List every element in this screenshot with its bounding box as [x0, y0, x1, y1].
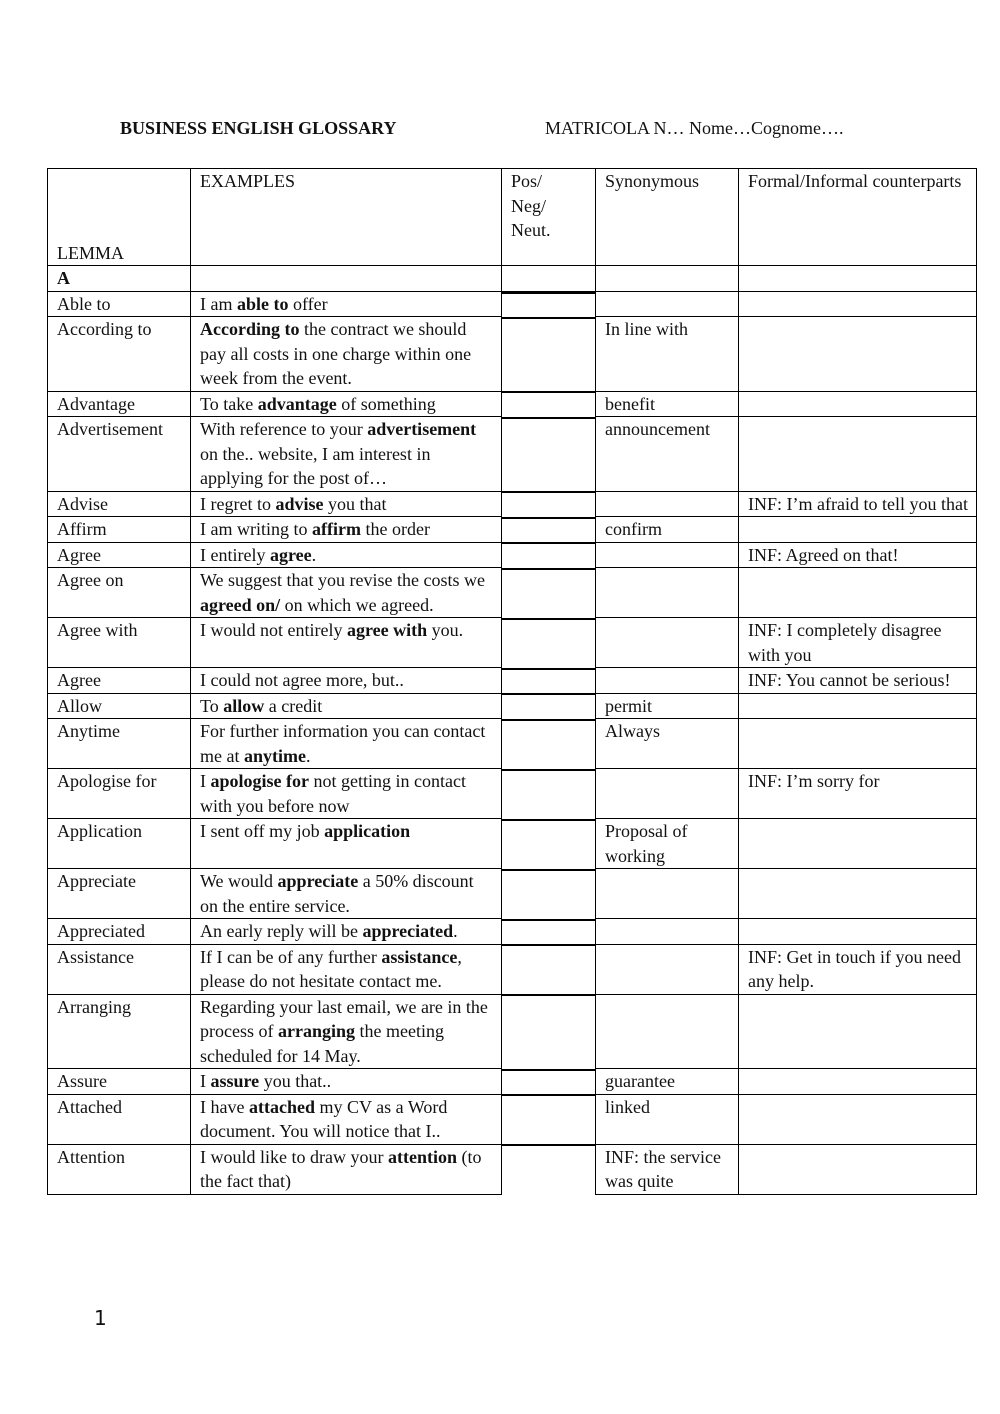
formal-informal-cell [739, 819, 977, 869]
lemma-cell: Agree [48, 668, 191, 694]
lemma-cell: Attached [48, 1094, 191, 1144]
lemma-cell: Arranging [48, 994, 191, 1069]
synonym-cell [596, 769, 739, 819]
example-keyword: assistance [381, 946, 458, 967]
example-cell [191, 317, 502, 392]
lemma-cell: Allow [48, 693, 191, 719]
formal-informal-cell [739, 291, 977, 317]
pos-neg-neut-cell [502, 491, 595, 493]
formal-informal-cell: INF: Agreed on that! [739, 542, 977, 568]
example-text: I [200, 771, 211, 791]
synonym-cell [596, 618, 739, 668]
formal-informal-cell: INF: Get in touch if you need any help. [739, 944, 977, 994]
example-cell [191, 819, 502, 869]
table-row [48, 417, 977, 492]
example-text: offer [288, 293, 328, 314]
formal-informal-cell [739, 1144, 977, 1194]
example-text: An early reply will be [200, 921, 363, 941]
formal-informal-cell [739, 317, 977, 392]
lemma-cell: Advantage [48, 391, 191, 417]
page-number: 1 [94, 1306, 107, 1330]
formal-informal-cell [739, 1094, 977, 1144]
example-keyword: appreciated [362, 921, 454, 941]
column-header-synonymous: Synonymous [596, 169, 739, 266]
lemma-cell: Application [48, 819, 191, 869]
lemma-cell: Assistance [48, 944, 191, 994]
pos-neg-neut-cell [502, 994, 595, 996]
example-keyword: arranging [277, 1021, 355, 1041]
section-cell [191, 266, 502, 292]
example-text: you that.. [259, 1071, 332, 1091]
synonym-cell: Always [596, 719, 739, 769]
lemma-cell: Apologise for [48, 769, 191, 819]
lemma-cell: Advise [48, 491, 191, 517]
pos-neg-neut-cell [502, 1094, 595, 1096]
synonym-cell [596, 542, 739, 568]
example-keyword: attention [387, 1146, 457, 1167]
example-cell [191, 869, 502, 919]
example-text: For further information you can contact me at [200, 721, 486, 766]
pos-neg-neut-cell [502, 391, 595, 393]
lemma-cell: Able to [48, 291, 191, 317]
formal-informal-cell: INF: I’m sorry for [739, 769, 977, 819]
synonym-cell: announcement [596, 417, 739, 492]
synonym-cell: Proposal of working [596, 819, 739, 869]
table-row [48, 1069, 977, 1095]
lemma-cell: Attention [48, 1144, 191, 1194]
example-keyword: advise [275, 493, 324, 514]
example-text: I would like to draw your [200, 1146, 388, 1167]
example-text: I am writing to [200, 519, 312, 539]
example-keyword: able to [236, 293, 289, 314]
section-letter: A [48, 266, 191, 292]
example-text: I [200, 1071, 211, 1091]
pos-neg-neut-cell [502, 944, 595, 946]
example-text: We would [200, 871, 278, 891]
pos-neg-neut-cell [502, 668, 595, 670]
synonym-cell [596, 994, 739, 1069]
table-row [48, 391, 977, 417]
example-text: the order [360, 519, 430, 539]
table-row [48, 618, 977, 668]
example-text: We suggest that you revise the costs we [200, 570, 485, 590]
pos-neg-neut-cell [502, 869, 595, 871]
example-cell [191, 668, 502, 694]
example-cell [191, 769, 502, 819]
synonym-cell: INF: the service was quite [596, 1144, 739, 1194]
synonym-cell: linked [596, 1094, 739, 1144]
pos-neg-neut-cell [502, 719, 595, 721]
formal-informal-cell [739, 391, 977, 417]
pos-neg-neut-cell [502, 517, 595, 519]
example-text: the contract we should pay all costs in one charge within one week from the event. [200, 319, 472, 388]
example-cell [191, 417, 502, 492]
pos-neg-neut-cell [502, 693, 595, 695]
pos-neg-neut-cell [502, 618, 595, 620]
example-cell [191, 994, 502, 1069]
example-text: . [311, 544, 317, 565]
example-cell [191, 1069, 502, 1095]
example-keyword: application [324, 821, 411, 841]
lemma-cell: Appreciated [48, 919, 191, 945]
example-text: I would not entirely [200, 620, 347, 640]
table-row [48, 719, 977, 769]
formal-informal-cell: INF: I completely disagree with you [739, 618, 977, 668]
example-cell [191, 291, 502, 317]
example-keyword: advantage [257, 393, 337, 414]
example-text: (to the fact that) [200, 1146, 482, 1191]
example-cell [191, 618, 502, 668]
example-text: a 50% discount on the entire service. [200, 871, 474, 916]
formal-informal-cell [739, 919, 977, 945]
table-row [48, 769, 977, 819]
column-header-examples: EXAMPLES [191, 169, 502, 266]
example-cell [191, 1144, 502, 1194]
lemma-cell: Agree [48, 542, 191, 568]
formal-informal-cell [739, 1069, 977, 1095]
example-cell [191, 568, 502, 618]
formal-informal-cell [739, 719, 977, 769]
table-row [48, 1094, 977, 1144]
example-text: on the.. website, I am interest in applying for the post of… [200, 443, 431, 488]
example-text: you. [427, 620, 464, 640]
column-header-pos-neg-neut [502, 169, 596, 266]
lemma-cell: Appreciate [48, 869, 191, 919]
section-row [48, 266, 977, 292]
column-header-pos-label: Pos/ Neg/ Neut. [511, 171, 551, 240]
example-cell [191, 944, 502, 994]
example-cell [191, 517, 502, 543]
table-row [48, 317, 977, 392]
example-text: not getting in contact with you before now [200, 771, 466, 816]
formal-informal-cell [739, 693, 977, 719]
formal-informal-cell [739, 994, 977, 1069]
lemma-cell: Advertisement [48, 417, 191, 492]
example-keyword: assure [210, 1071, 260, 1091]
example-text: a credit [264, 695, 323, 716]
glossary-title: BUSINESS ENGLISH GLOSSARY [120, 118, 397, 138]
example-text: I entirely [200, 544, 270, 565]
example-keyword: appreciate [277, 871, 359, 891]
example-text: I regret to [200, 493, 276, 514]
table-row [48, 491, 977, 517]
example-text: of something [336, 393, 436, 414]
page-header [120, 118, 920, 142]
pos-neg-neut-cell [502, 1069, 595, 1071]
formal-informal-cell: INF: You cannot be serious! [739, 668, 977, 694]
formal-informal-cell [739, 568, 977, 618]
example-cell [191, 542, 502, 568]
example-keyword: agree with [346, 620, 428, 640]
synonym-cell: benefit [596, 391, 739, 417]
example-text: the meeting scheduled for 14 May. [200, 1021, 444, 1066]
example-text: on which we agreed. [280, 594, 434, 615]
example-cell [191, 491, 502, 517]
example-text: . [453, 921, 458, 941]
example-cell [191, 1094, 502, 1144]
table-row [48, 542, 977, 568]
example-cell [191, 919, 502, 945]
synonym-cell [596, 919, 739, 945]
example-text: I sent off my job [200, 821, 325, 841]
example-keyword: agree [269, 544, 312, 565]
example-text: . [305, 745, 311, 766]
lemma-cell: Assure [48, 1069, 191, 1095]
table-row [48, 1144, 977, 1194]
pos-neg-neut-cell [502, 542, 595, 544]
example-text: If I can be of any further [200, 946, 382, 967]
synonym-cell [596, 568, 739, 618]
column-header-formal-informal: Formal/Informal counterparts [739, 169, 977, 266]
synonym-cell [596, 668, 739, 694]
example-keyword: affirm [311, 519, 361, 539]
synonym-cell [596, 944, 739, 994]
lemma-cell: Affirm [48, 517, 191, 543]
lemma-cell: Anytime [48, 719, 191, 769]
table-row [48, 869, 977, 919]
example-text: With reference to your [200, 419, 368, 439]
section-cell [739, 266, 977, 292]
example-text: I could not agree more, but.. [200, 670, 404, 690]
table-row [48, 919, 977, 945]
example-text: , please do not hesitate contact me. [200, 946, 462, 991]
example-keyword: anytime [243, 745, 306, 766]
example-keyword: attached [248, 1096, 315, 1117]
example-keyword: advertisement [367, 419, 477, 439]
example-text: To [200, 695, 224, 716]
synonym-cell: In line with [596, 317, 739, 392]
synonym-cell: permit [596, 693, 739, 719]
pos-neg-neut-cell [502, 568, 595, 570]
lemma-cell: Agree on [48, 568, 191, 618]
example-keyword: allow [223, 695, 265, 716]
table-row [48, 568, 977, 618]
formal-informal-cell: INF: I’m afraid to tell you that [739, 491, 977, 517]
example-text: Regarding your last email, we are in the process of [200, 996, 488, 1041]
example-text: I am [200, 293, 237, 314]
table-row [48, 668, 977, 694]
formal-informal-cell [739, 869, 977, 919]
pos-neg-neut-cell [502, 417, 595, 419]
example-keyword: According to [200, 319, 300, 339]
table-row [48, 291, 977, 317]
example-cell [191, 693, 502, 719]
student-fields: MATRICOLA N… Nome…Cognome…. [545, 118, 844, 138]
formal-informal-cell [739, 517, 977, 543]
example-keyword: apologise for [210, 771, 309, 791]
pos-neg-neut-cell [502, 317, 595, 319]
section-cell [596, 266, 739, 292]
table-row [48, 517, 977, 543]
pos-neg-neut-cell [502, 919, 595, 921]
table-header-row [48, 169, 977, 266]
table-row [48, 944, 977, 994]
table-row [48, 819, 977, 869]
example-text: you that [323, 493, 387, 514]
example-keyword: agreed on/ [200, 594, 281, 615]
synonym-cell: confirm [596, 517, 739, 543]
pos-neg-neut-cell [502, 1144, 595, 1146]
example-text: To take [200, 393, 258, 414]
synonym-cell: guarantee [596, 1069, 739, 1095]
table-row [48, 994, 977, 1069]
example-cell [191, 391, 502, 417]
table-row [48, 693, 977, 719]
pos-neg-neut-cell [502, 769, 595, 771]
lemma-cell: Agree with [48, 618, 191, 668]
example-text: I have [200, 1096, 249, 1117]
example-text: my CV as a Word document. You will notice that I.. [200, 1096, 448, 1141]
lemma-cell: According to [48, 317, 191, 392]
glossary-table [47, 168, 977, 1195]
column-header-lemma: LEMMA [48, 169, 191, 266]
synonym-cell [596, 491, 739, 517]
pos-neg-neut-cell [502, 819, 595, 821]
synonym-cell [596, 291, 739, 317]
pos-neg-neut-cell [502, 292, 595, 294]
section-cell [502, 266, 596, 292]
example-cell [191, 719, 502, 769]
synonym-cell [596, 869, 739, 919]
formal-informal-cell [739, 417, 977, 492]
